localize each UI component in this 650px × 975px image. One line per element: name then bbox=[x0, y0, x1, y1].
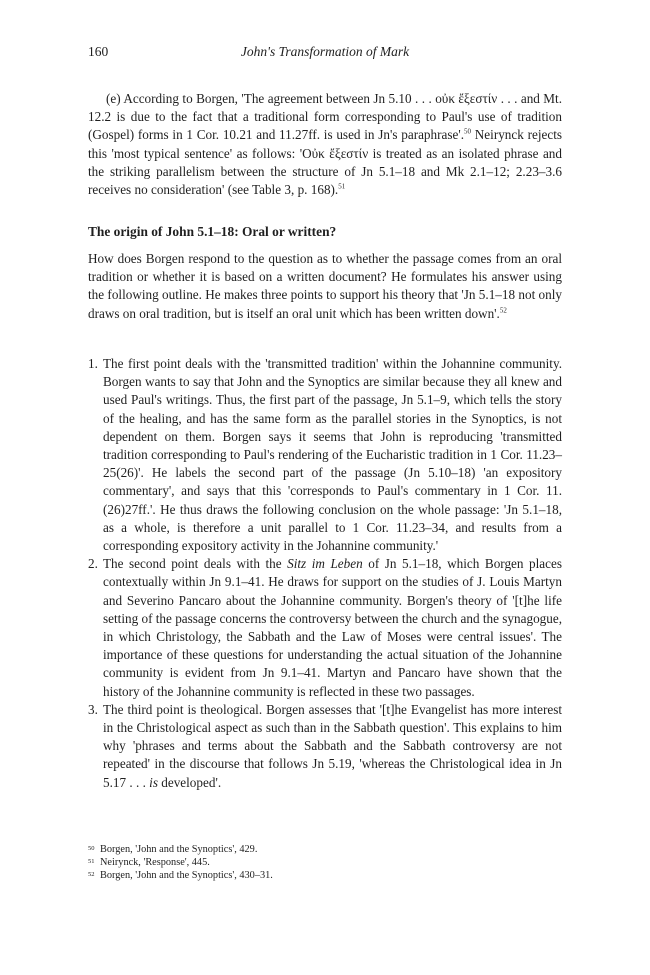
footnote-text: Borgen, 'John and the Synoptics', 429. bbox=[100, 844, 258, 855]
list-item-number: 3. bbox=[88, 701, 98, 717]
footnote-50 bbox=[88, 843, 562, 856]
footnote-ref-50[interactable]: 50 bbox=[464, 128, 472, 137]
footnote-51 bbox=[88, 856, 562, 869]
list-item-text: The second point deals with the bbox=[103, 556, 288, 572]
footnote-ref-51[interactable]: 51 bbox=[338, 182, 346, 191]
list-item-text-continued: developed'. bbox=[157, 774, 222, 790]
italic-term: Sitz im Leben bbox=[287, 556, 363, 572]
list-item-number: 2. bbox=[88, 556, 98, 572]
page-number: 160 bbox=[88, 44, 109, 59]
footnote-number: 50 bbox=[88, 845, 95, 852]
italic-term: is bbox=[149, 774, 158, 790]
list-item-text: The first point deals with the 'transmitted tradition' within the Johannine community. Borgen wants to say that John and the Synoptics are similar because they all knew and used Paul's writings. Thus, the first part of the passage, Jn 5.1–9, which tells the story of the healing, and has the same form as the parallel stories in the Synoptics, is not dependent on them. Borgen says it seems that John is reproducing 'transmitted tradition corresponding to Paul's rendering of the Eucharistic tradition in 1 Cor. 11.23–25(26)'. He labels the second part of the passage (Jn 5.10–18) 'an expository commentary', and says that this 'corresponds to Paul's commentary in 1 Cor. 11.(26)27ff.'. He thus draws the following conclusion on the whole passage: 'Jn 5.1–18, as a whole, is therefore a unit parallel to 1 Cor. 11.23–34, and results from a corresponding expository activity in the Johannine community.' bbox=[103, 356, 562, 554]
section-heading: The origin of John 5.1–18: Oral or written? bbox=[88, 224, 337, 239]
running-header bbox=[88, 44, 562, 64]
footnote-text: Borgen, 'John and the Synoptics', 430–31. bbox=[100, 870, 273, 882]
list-item-point-3 bbox=[88, 701, 562, 792]
footnotes bbox=[88, 843, 562, 883]
footnote-52 bbox=[88, 869, 562, 882]
intro-paragraph-text: How does Borgen respond to the question as to whether the passage comes from an oral tradition or whether it is based on a written document? He formulates his answer using the following outline. He makes three points to support his theory that 'Jn 5.1–18 not only draws on oral tradition, but is itself an oral unit which has been written down'. bbox=[88, 251, 562, 321]
footnote-number: 52 bbox=[88, 871, 95, 879]
footnote-text: Neirynck, 'Response', 445. bbox=[100, 857, 210, 869]
list-item-point-1 bbox=[88, 355, 562, 555]
paragraph-e bbox=[88, 90, 562, 199]
intro-paragraph bbox=[88, 250, 562, 323]
points-list bbox=[88, 355, 562, 792]
list-item-number: 1. bbox=[88, 356, 98, 371]
footnote-number: 51 bbox=[88, 858, 95, 866]
running-title: John's Transformation of Mark bbox=[240, 44, 410, 59]
list-item-text: The third point is theological. Borgen assesses that '[t]he Evangelist has more interest in the Christological aspect as such than in the Sabbath question'. This explains to him why 'phrases and terms about the Sabbath and the Sabbath controversy are not repeated' in the discourse that follows Jn 5.19, 'whereas the Christological idea in Jn 5.17 . . . bbox=[103, 701, 562, 790]
paragraph-e-text: (e) According to Borgen, 'The agreement between Jn 5.10 . . . οὐκ ἔξεστίν . . . and Mt. 12.2 is due to the fact that a traditional form corresponding to Paul's use of tradition (Gospel) forms in 1 Cor. 10.21 and 11.27ff. is used in Jn's paraphrase'. bbox=[88, 91, 562, 143]
footnote-ref-52[interactable]: 52 bbox=[499, 306, 507, 315]
paragraph-e-text-continued: Neirynck rejects this 'most typical sentence' as follows: 'Οὐκ ἔξεστίν is treated as an isolated phrase and the striking parallelism between the structure of Jn 5.1–18 and Mk 2.1–12; 2.23–3.6 receives no consideration' (see Table 3, p. 168). bbox=[88, 127, 562, 198]
list-item-point-2 bbox=[88, 555, 562, 701]
list-item-text-continued: of Jn 5.1–18, which Borgen places contextually within Jn 9.1–41. He draws for support on the studies of J. Louis Martyn and Severino Pancaro about the Johannine community. Borgen's theory of '[t]he life setting of the passage concerns the controversy between the church and the synagogue, in which Christology, the Sabbath and the Law of Moses were central issues'. The importance of these questions for understanding the actual situation of the Johannine community is evident from Jn 9.1–41. Martyn and Pancaro have shown that the history of the Johannine community is reflected in these two passages. bbox=[103, 556, 562, 699]
